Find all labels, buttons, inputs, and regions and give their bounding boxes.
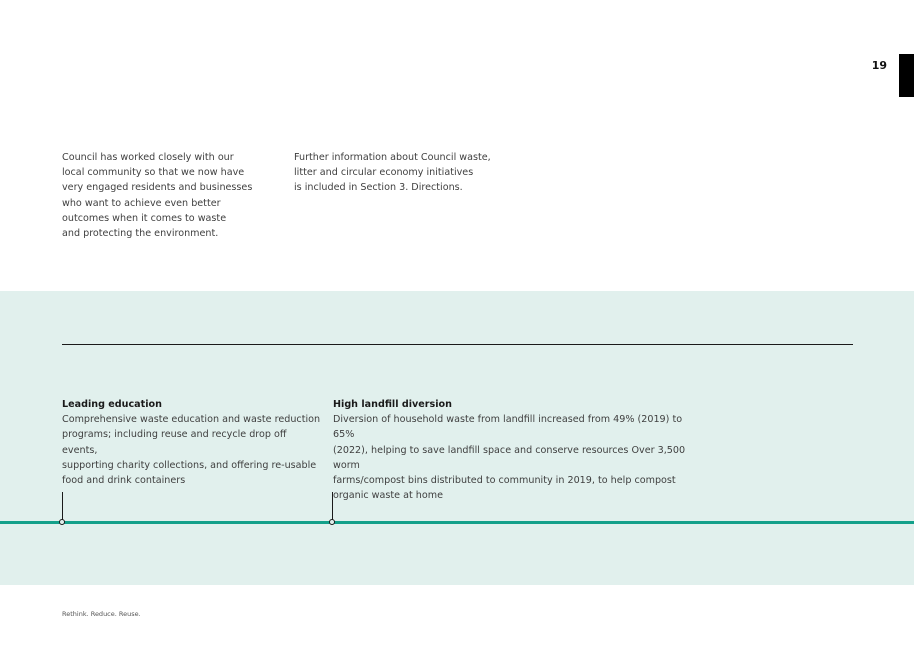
milestone-tick-2 — [332, 492, 333, 522]
timeline-line — [0, 521, 914, 524]
milestone-description: Diversion of household waste from landfill increased from 49% (2019) to 65% (2022), helping to save landfill space and conserve resources Over 3,500 worm farms/compost bins distributed to community in 2019, to help compost organic waste at home — [333, 414, 686, 502]
milestone-dot-2 — [329, 519, 335, 525]
milestone-title: Leading education — [62, 399, 162, 410]
milestone-dot-1 — [59, 519, 65, 525]
milestone-tick-1 — [62, 492, 63, 522]
intro-paragraph-2: Further information about Council waste, litter and circular economy initiatives is included in Section 3. Directions. — [294, 152, 491, 194]
footer-tagline: Rethink. Reduce. Reuse. — [62, 610, 141, 618]
page-tab-marker — [899, 54, 914, 97]
milestone-high-landfill-diversion — [333, 397, 705, 503]
milestone-leading-education — [62, 397, 324, 488]
section-divider — [62, 344, 853, 345]
milestone-title: High landfill diversion — [333, 399, 452, 410]
intro-paragraph-1: Council has worked closely with our local community so that we now have very engaged residents and businesses who want to achieve even better outcomes when it comes to waste and protecting the environment. — [62, 152, 253, 240]
milestone-description: Comprehensive waste education and waste reduction programs; including reuse and recycle drop off events, supporting charity collections, and offering re-usable food and drink containers — [62, 414, 321, 487]
page-number: 19 — [871, 59, 887, 72]
